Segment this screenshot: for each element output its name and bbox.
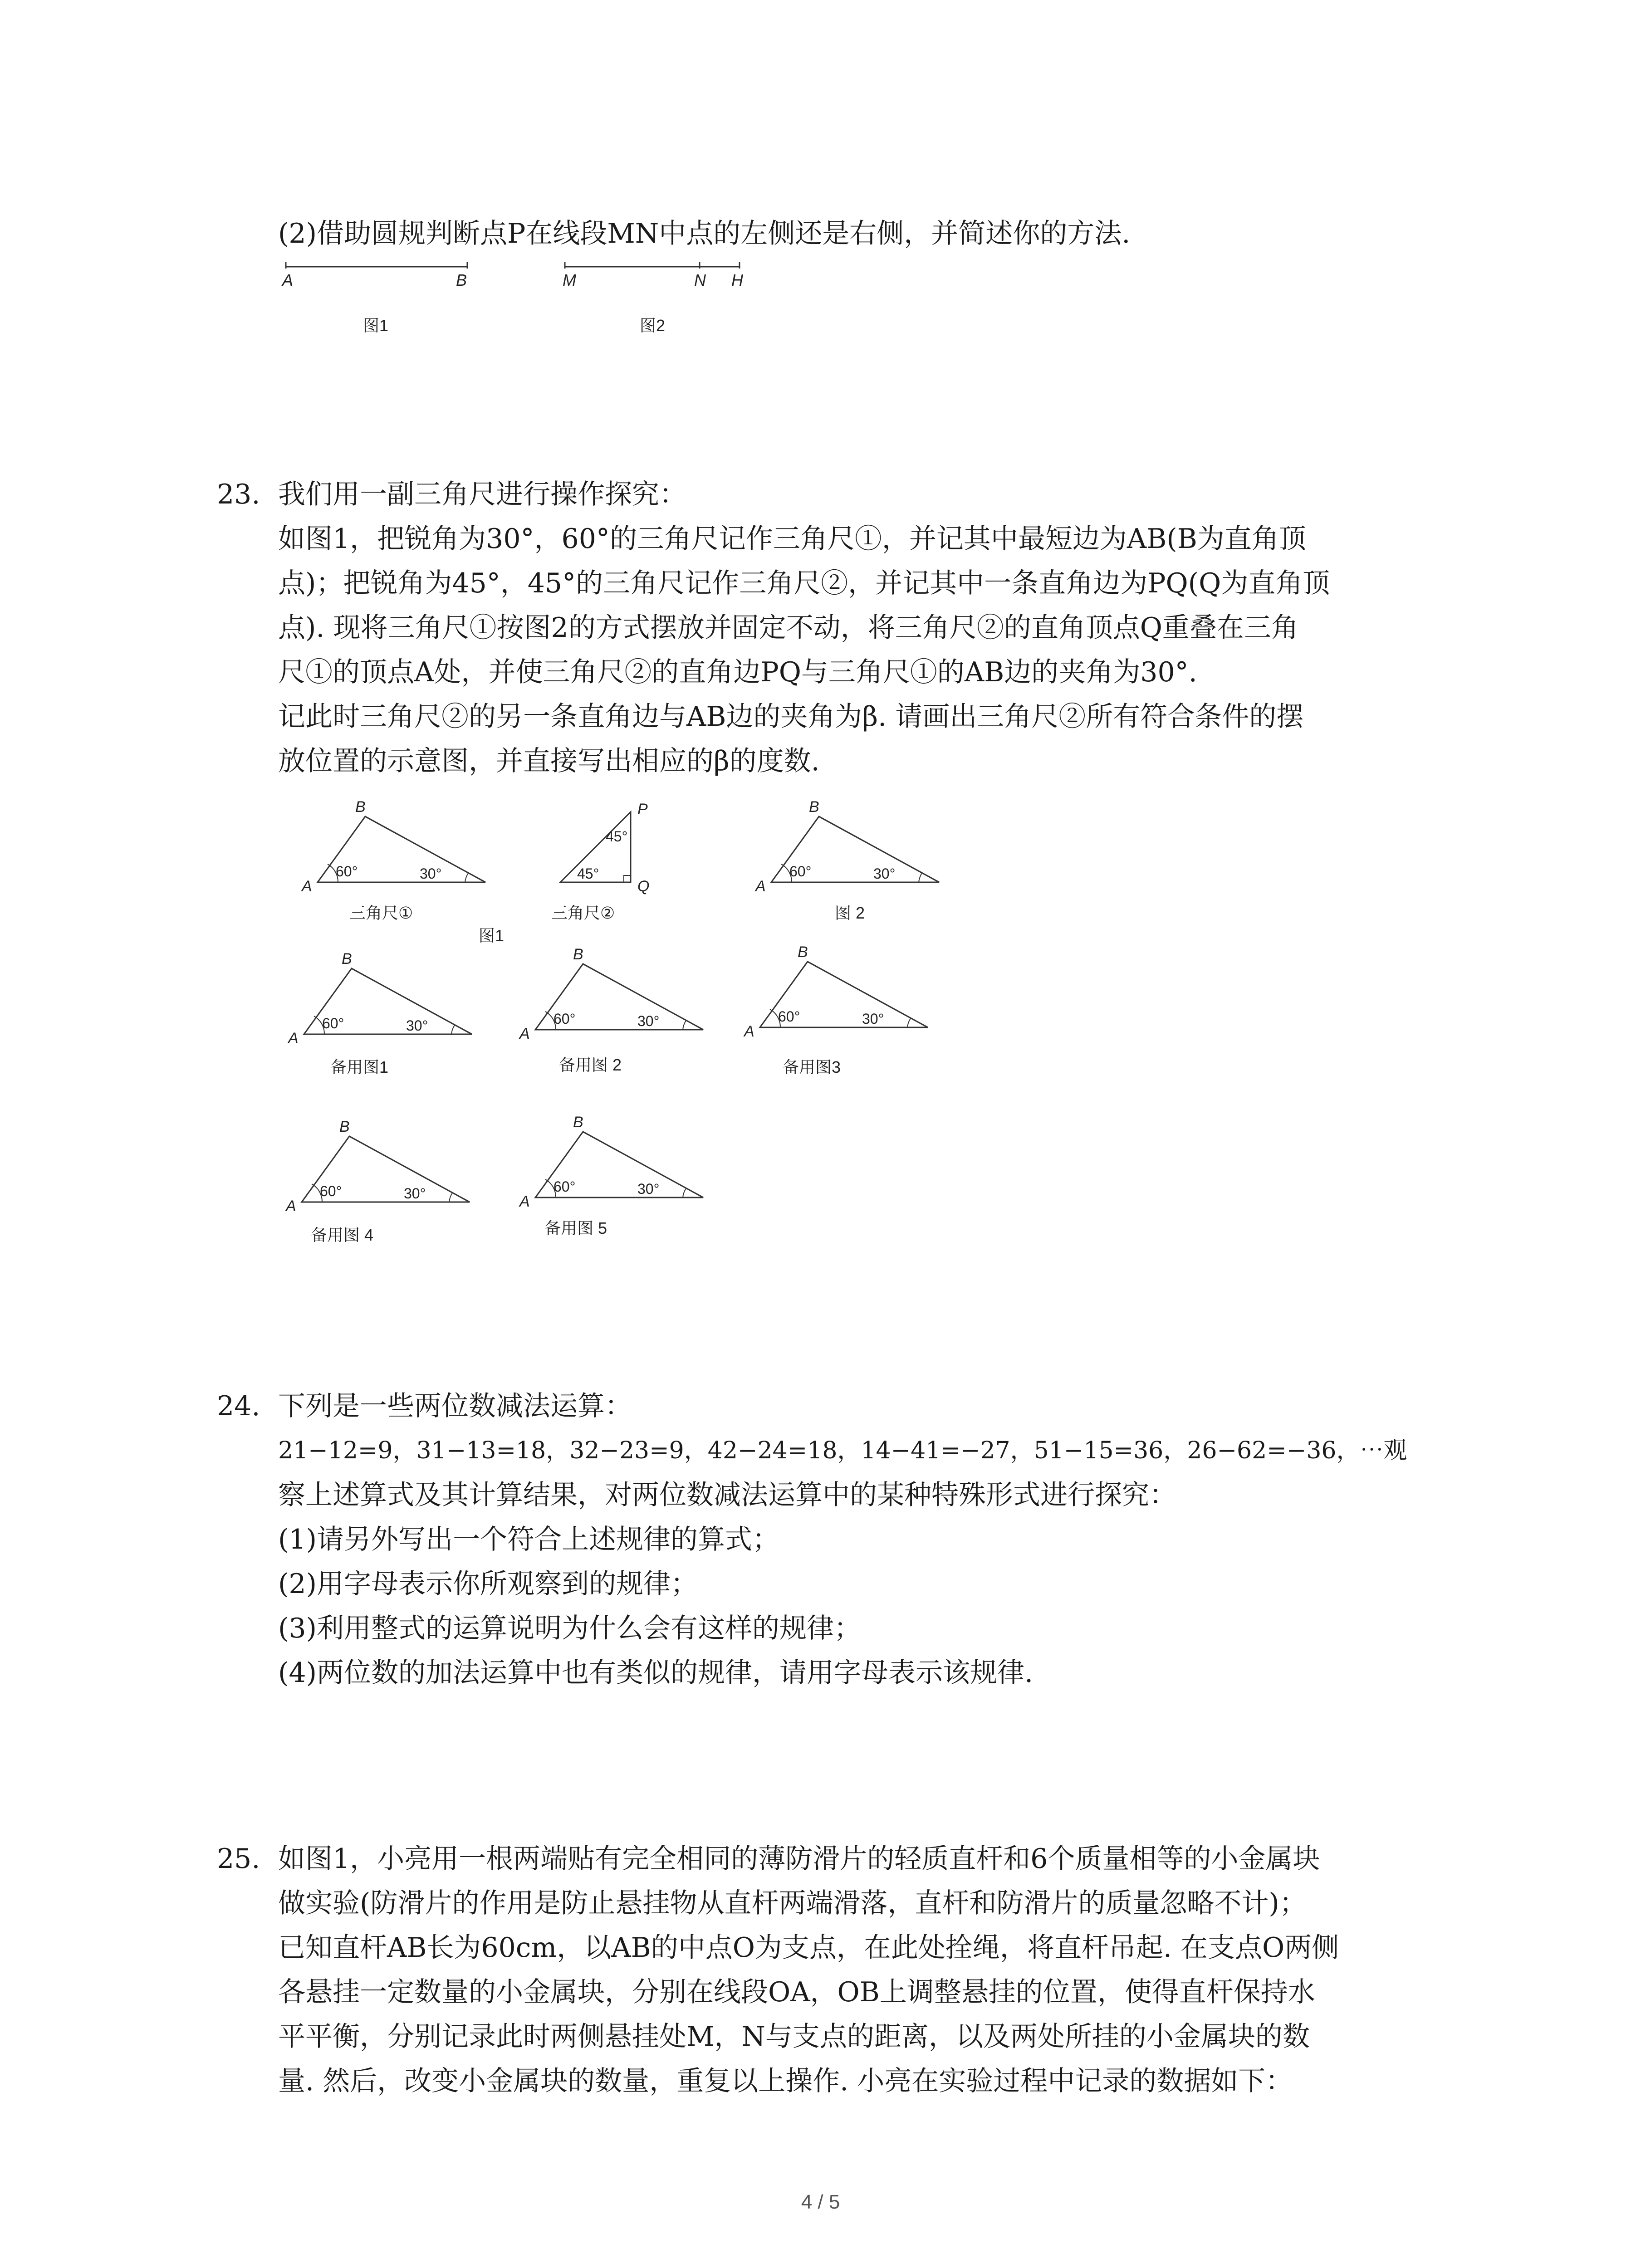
q25-line-4: 各悬挂一定数量的小金属块，分别在线段OA，OB上调整悬挂的位置，使得直杆保持水 [278,1976,1315,2008]
q22-figure-1 [281,262,467,335]
q22-figures [272,259,771,349]
spare1-label-b: B [342,950,352,968]
ruler2-angle-left: 45° [577,865,599,882]
q25-line-6: 量. 然后，改变小金属块的数量，重复以上操作. 小亮在实验过程中记录的数据如下： [278,2065,1293,2097]
spare2-label-b: B [573,946,583,963]
q22-figure-2 [563,262,744,335]
q22-fig2-caption: 图2 [640,316,666,335]
spare3-angle-60: 60° [778,1008,800,1025]
q24-line-7: (4)两位数的加法运算中也有类似的规律，请用字母表示该规律. [278,1657,1034,1689]
spare3-angle-30: 30° [862,1011,884,1027]
ruler1-caption: 三角尺① [349,904,413,922]
figure2-angle-30: 30° [873,865,896,882]
figure2-triangle [754,798,939,922]
q25-number: 25. [217,1843,260,1875]
ruler2-triangle [551,801,649,922]
q22-fig2-label-h: H [731,271,743,289]
spare-figure-3 [743,943,928,1076]
spare5-label-a: A [519,1193,530,1210]
spare2-angle-30: 30° [637,1013,660,1029]
q22-fig2-label-n: N [694,271,706,289]
spare1-angle-60: 60° [322,1015,344,1031]
q24-line-3: 察上述算式及其计算结果，对两位数减法运算中的某种特殊形式进行探究： [278,1479,1176,1511]
q23-number: 23. [217,479,260,510]
spare5-angle-30: 30° [637,1181,660,1197]
q24-line-2: 21−12=9，31−13=18，32−23=9，42−24=18，14−41=−27，51−15=36，26−62=−36，⋯观 [278,1437,1407,1464]
q23-line-6: 记此时三角尺②的另一条直角边与AB边的夹角为β. 请画出三角尺②所有符合条件的摆 [278,701,1304,733]
q25-line-5: 平平衡，分别记录此时两侧悬挂处M，N与支点的距离，以及两处所挂的小金属块的数 [278,2021,1310,2053]
q22-part2-text: (2)借助圆规判断点P在线段MN中点的左侧还是右侧，并简述你的方法. [278,218,1131,249]
q23-line-4: 点). 现将三角尺①按图2的方式摆放并固定不动，将三角尺②的直角顶点Q重叠在三角 [278,612,1298,644]
ruler1-label-a: A [302,878,312,895]
q23-line-3: 点)；把锐角为45°，45°的三角尺记作三角尺②，并记其中一条直角边为PQ(Q为直角顶 [278,567,1330,599]
spare4-angle-60: 60° [320,1183,342,1199]
spare3-caption: 备用图3 [783,1058,841,1076]
spare-figure-4 [285,1118,470,1244]
spare2-label-a: A [519,1025,530,1042]
spare1-label-a: A [288,1030,299,1047]
q24-line-5: (2)用字母表示你所观察到的规律； [278,1568,698,1600]
spare2-caption: 备用图 2 [559,1056,622,1074]
q23-line-1: 我们用一副三角尺进行操作探究： [278,479,686,510]
figure2-caption: 图 2 [835,904,865,922]
spare5-caption: 备用图 5 [544,1219,607,1237]
figure2-label-b: B [809,798,819,816]
page-number: 4 / 5 [801,2191,840,2213]
q22-fig2-label-m: M [563,271,576,289]
spare3-label-a: A [744,1023,754,1040]
q23-figure1-caption: 图1 [479,926,505,945]
spare4-caption: 备用图 4 [311,1226,374,1244]
q24-line-6: (3)利用整式的运算说明为什么会有这样的规律； [278,1613,861,1644]
q23-line-7: 放位置的示意图，并直接写出相应的β的度数. [278,745,820,777]
spare5-label-b: B [573,1114,583,1131]
spare4-label-b: B [339,1118,350,1135]
spare-figure-2 [519,946,703,1074]
spare1-caption: 备用图1 [330,1058,389,1076]
q24-number: 24. [217,1390,260,1422]
ruler2-label-q: Q [637,878,650,895]
q23-line-5: 尺①的顶点A处，并使三角尺②的直角边PQ与三角尺①的AB边的夹角为30°. [278,656,1197,688]
ruler1-angle-60: 60° [336,863,358,880]
q23-figures [0,789,1641,1288]
q23-line-2: 如图1，把锐角为30°，60°的三角尺记作三角尺①，并记其中最短边为AB(B为直角顶 [278,523,1306,555]
spare4-angle-30: 30° [404,1185,426,1202]
spare5-angle-60: 60° [554,1178,576,1195]
spare3-label-b: B [798,943,808,961]
q25-line-1: 如图1，小亮用一根两端贴有完全相同的薄防滑片的轻质直杆和6个质量相等的小金属块 [278,1843,1320,1875]
q24-line-1: 下列是一些两位数减法运算： [278,1390,632,1422]
ruler2-label-p: P [637,801,648,818]
spare1-angle-30: 30° [406,1017,428,1034]
ruler2-angle-top: 45° [606,828,628,845]
spare-figure-1 [287,950,472,1076]
q22-fig1-caption: 图1 [363,316,389,335]
ruler1-triangle [301,798,485,922]
ruler1-angle-30: 30° [420,865,442,882]
ruler2-caption: 三角尺② [551,904,615,922]
figure2-angle-60: 60° [789,863,812,880]
q25-line-2: 做实验(防滑片的作用是防止悬挂物从直杆两端滑落，直杆和防滑片的质量忽略不计)； [278,1887,1307,1919]
q22-fig1-label-b: B [456,271,467,289]
figure2-label-a: A [755,878,766,895]
q25-line-3: 已知直杆AB长为60cm，以AB的中点O为支点，在此处拴绳，将直杆吊起. 在支点O两侧 [278,1932,1339,1964]
spare4-label-a: A [286,1198,296,1215]
q22-fig1-label-a: A [282,271,294,289]
q24-line-4: (1)请另外写出一个符合上述规律的算式； [278,1524,779,1555]
ruler1-label-b: B [355,798,366,816]
spare-figure-5 [519,1114,703,1237]
spare2-angle-60: 60° [554,1011,576,1027]
